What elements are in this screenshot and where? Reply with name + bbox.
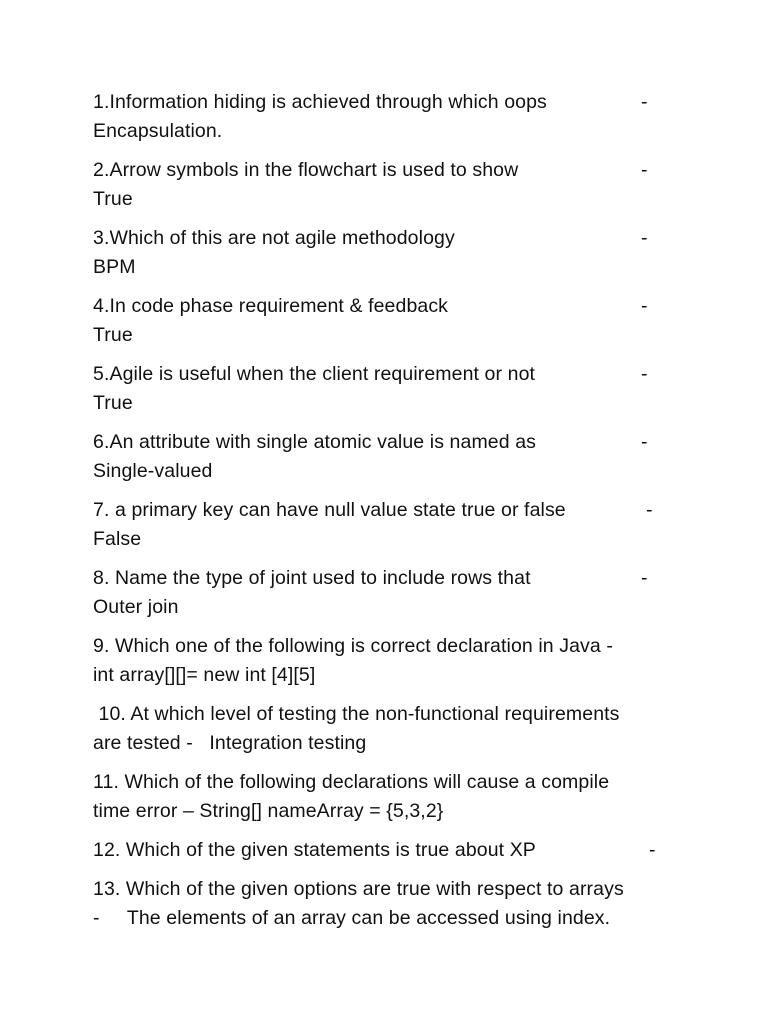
list-item [93,360,683,418]
list-item [93,88,683,146]
answer-text: True [93,188,133,210]
answer-dash: - [646,499,653,521]
answer-text: Encapsulation. [93,120,223,142]
answer-text: Outer join [93,596,179,618]
answer-dash: - [641,227,648,249]
list-item [93,768,683,826]
question-text: 9. Which one of the following is correct declaration in Java - [93,635,613,657]
answer-text: are tested - Integration testing [93,732,367,754]
question-text: 11. Which of the following declarations will cause a compile [93,771,610,793]
answer-dash: - [641,363,648,385]
list-item [93,496,683,554]
answer-dash: - [641,567,648,589]
question-list [93,88,683,943]
list-item [93,292,683,350]
answer-dash: - [641,159,648,181]
question-text: 12. Which of the given statements is true about XP [93,839,536,861]
answer-text: True [93,392,133,414]
list-item [93,224,683,282]
list-item [93,836,683,865]
answer-dash: - [641,91,648,113]
question-text: 3.Which of this are not agile methodology [93,227,455,249]
list-item [93,875,683,933]
answer-dash: - [641,431,648,453]
question-text: 1.Information hiding is achieved through which oops [93,91,547,113]
question-text: 10. At which level of testing the non-functional requirements [93,703,620,725]
answer-text: int array[][]= new int [4][5] [93,664,316,686]
answer-text: BPM [93,256,136,278]
list-item [93,632,683,690]
list-item [93,700,683,758]
answer-text: - The elements of an array can be accessed using index. [93,907,611,929]
answer-dash: - [649,839,656,861]
question-text: 2.Arrow symbols in the flowchart is used to show [93,159,519,181]
answer-text: Single-valued [93,460,213,482]
list-item [93,156,683,214]
question-text: 5.Agile is useful when the client requirement or not [93,363,536,385]
answer-text: time error – String[] nameArray = {5,3,2} [93,800,444,822]
answer-text: False [93,528,142,550]
question-text: 8. Name the type of joint used to include rows that [93,567,531,589]
list-item [93,564,683,622]
list-item [93,428,683,486]
answer-dash: - [641,295,648,317]
question-text: 6.An attribute with single atomic value is named as [93,431,536,453]
answer-text: True [93,324,133,346]
question-text: 13. Which of the given options are true with respect to arrays [93,878,624,900]
question-text: 4.In code phase requirement & feedback [93,295,449,317]
question-text: 7. a primary key can have null value state true or false [93,499,566,521]
